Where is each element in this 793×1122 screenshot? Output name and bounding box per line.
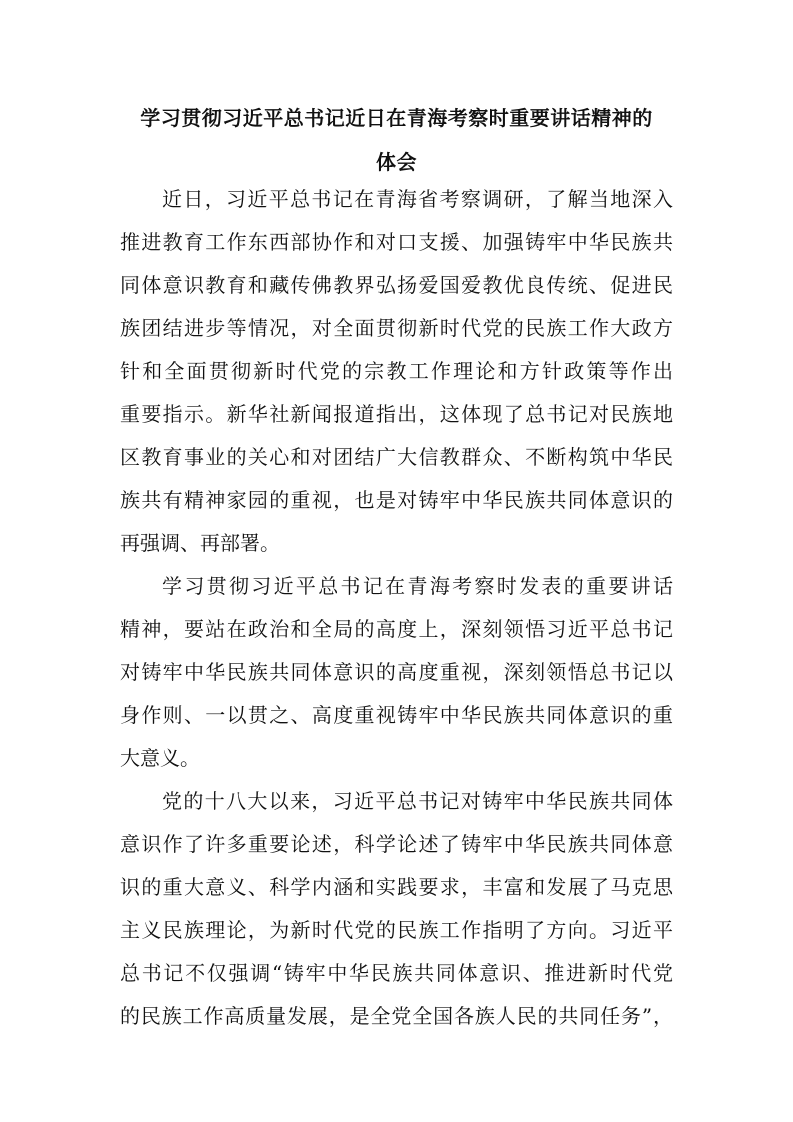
paragraph-1-line-4: 族团结进步等情况，对全面贯彻新时代党的民族工作大政方 [120,316,673,340]
document-title-line-2: 体会 [376,150,417,174]
paragraph-1-line-3: 同体意识教育和藏传佛教界弘扬爱国爱教优良传统、促进民 [120,273,673,297]
paragraph-3-line-5: 总书记不仅强调“铸牢中华民族共同体意识、推进新时代党 [120,961,673,985]
paragraph-1-line-5: 针和全面贯彻新时代党的宗教工作理论和方针政策等作出 [120,359,673,383]
document-title-line-1: 学习贯彻习近平总书记近日在青海考察时重要讲话精神的 [140,106,653,130]
paragraph-2-line-2: 精神，要站在政治和全局的高度上，深刻领悟习近平总书记 [120,617,673,641]
paragraph-2-line-5: 大意义。 [120,746,200,770]
paragraph-3-line-6: 的民族工作高质量发展，是全党全国各族人民的共同任务”， [120,1004,673,1028]
paragraph-1-line-1: 近日，习近平总书记在青海省考察调研，了解当地深入 [162,187,673,211]
paragraph-1-line-6: 重要指示。新华社新闻报道指出，这体现了总书记对民族地 [120,402,673,426]
paragraph-1-line-2: 推进教育工作东西部协作和对口支援、加强铸牢中华民族共 [120,230,673,254]
paragraph-2-line-4: 身作则、一以贯之、高度重视铸牢中华民族共同体意识的重 [120,703,673,727]
paragraph-2-line-1: 学习贯彻习近平总书记在青海考察时发表的重要讲话 [162,574,673,598]
paragraph-3-line-2: 意识作了许多重要论述，科学论述了铸牢中华民族共同体意 [120,832,673,856]
paragraph-3-line-1: 党的十八大以来，习近平总书记对铸牢中华民族共同体 [162,789,673,813]
paragraph-1-line-7: 区教育事业的关心和对团结广大信教群众、不断构筑中华民 [120,445,673,469]
paragraph-1-line-8: 族共有精神家园的重视，也是对铸牢中华民族共同体意识的 [120,488,673,512]
paragraph-3-line-3: 识的重大意义、科学内涵和实践要求，丰富和发展了马克思 [120,875,673,899]
paragraph-1-line-9: 再强调、再部署。 [120,531,280,555]
paragraph-3-line-4: 主义民族理论，为新时代党的民族工作指明了方向。习近平 [120,918,673,942]
paragraph-2-line-3: 对铸牢中华民族共同体意识的高度重视，深刻领悟总书记以 [120,660,673,684]
